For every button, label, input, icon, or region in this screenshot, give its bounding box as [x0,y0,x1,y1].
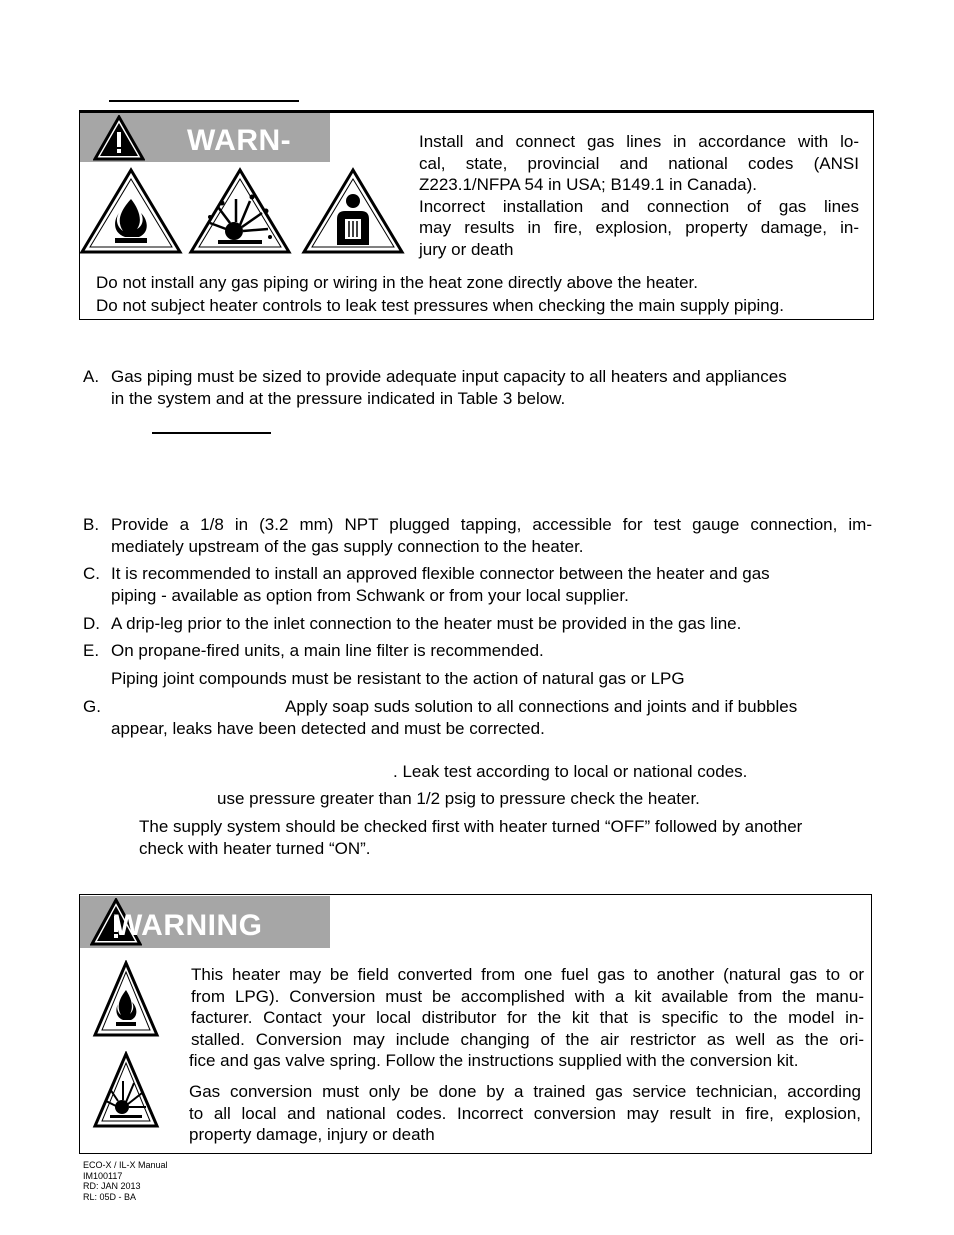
explosion-hazard-icon [188,167,292,255]
list-item-line: On propane-fired units, a main line filter is recommended. [111,641,544,660]
pressure-note: use pressure greater than 1/2 psig to pressure check the heater. [217,789,700,808]
warning-text-line: may results in fire, explosion, property damage, in- [419,218,859,237]
fire-hazard-icon [92,960,160,1038]
list-item [111,668,685,690]
paragraph-line: stalled. Conversion may include changing of the air restrictor as well as the ori- [191,1029,864,1049]
paragraph-line: to all local and national codes. Incorrect conversion may result in fire, explosion, [189,1103,861,1123]
supply-check-note [139,816,802,859]
list-item-line: mediately upstream of the gas supply connection to the heater. [111,536,584,556]
list-item [111,613,741,635]
footer-line: IM100117 [83,1170,123,1181]
conversion-paragraph [191,964,864,1072]
list-label: G. [83,697,101,716]
list-item-line: A drip-leg prior to the inlet connection to the heater must be provided in the gas line. [111,614,742,633]
warning-text-line: Z223.1/NFPA 54 in USA; B149.1 in Canada). [419,175,757,194]
list-item-line: Piping joint compounds must be resistant to the action of natural gas or LPG [111,669,685,688]
note-line: The supply system should be checked first with heater turned “OFF” followed by another [139,817,803,836]
warning-signal-word: WARNING [114,909,263,942]
warning-note: Do not install any gas piping or wiring in the heat zone directly above the heater. [96,273,698,292]
paragraph-line: property damage, injury or death [189,1125,435,1144]
warning-signal-word: WARN- [187,124,292,157]
warning-note: Do not subject heater controls to leak test pressures when checking the main supply piping. [96,296,784,315]
footer-line: RL: 05D - BA [83,1191,137,1202]
list-label: E. [83,641,100,660]
leak-test-note: . Leak test according to local or national codes. [393,762,748,781]
list-item-line: appear, leaks have been detected and must be corrected. [111,718,545,738]
paragraph-line: facturer. Contact your local distributor for the kit that is specific to the model in- [191,1008,864,1027]
warning-text-line: Incorrect installation and connection of gas lines [419,196,859,216]
inhalation-hazard-icon [301,167,405,255]
paragraph-line: This heater may be field converted from one fuel gas to another (natural gas to or [191,965,864,984]
table-heading-underline [152,432,271,434]
list-item-line: Gas piping must be sized to provide adequate input capacity to all heaters and appliances [111,367,787,386]
warning-text-line: cal, state, provincial and national codes (ANSI [419,153,859,173]
list-label: D. [83,614,100,633]
list-item [111,563,770,606]
explosion-hazard-icon [92,1051,160,1129]
list-label: A. [83,367,100,386]
list-label: B. [83,515,100,534]
paragraph-line: from LPG). Conversion must be accomplished with a kit available from the manu- [191,986,864,1006]
list-label: C. [83,564,100,583]
conversion-technician-paragraph [189,1081,861,1146]
heading-underline [109,100,299,102]
document-footer [83,1160,168,1202]
warning-text-line: Install and connect gas lines in accordance with lo- [419,132,859,151]
list-item [111,640,544,662]
warning-text-line: jury or death [419,239,514,259]
warning-text [419,131,859,260]
list-item-line: Apply soap suds solution to all connections and joints and if bubbles [285,697,798,716]
list-item [111,696,797,739]
paragraph-line: fice and gas valve spring. Follow the instructions supplied with the conversion kit. [189,1051,799,1070]
exclamation-warning-icon [93,115,145,161]
fire-hazard-icon [79,167,183,255]
list-item-line: Provide a 1/8 in (3.2 mm) NPT plugged tapping, accessible for test gauge connection, im- [111,515,872,534]
list-item-line: It is recommended to install an approved flexible connector between the heater and gas [111,564,770,583]
list-item-line: piping - available as option from Schwank or from your local supplier. [111,585,629,605]
footer-line: ECO-X / IL-X Manual [83,1160,168,1170]
paragraph-line: Gas conversion must only be done by a trained gas service technician, according [189,1082,861,1101]
note-line: check with heater turned “ON”. [139,838,371,858]
list-item-line: in the system and at the pressure indicated in Table 3 below. [111,388,566,408]
list-item [111,514,872,557]
list-item [111,366,787,409]
footer-line: RD: JAN 2013 [83,1181,141,1191]
